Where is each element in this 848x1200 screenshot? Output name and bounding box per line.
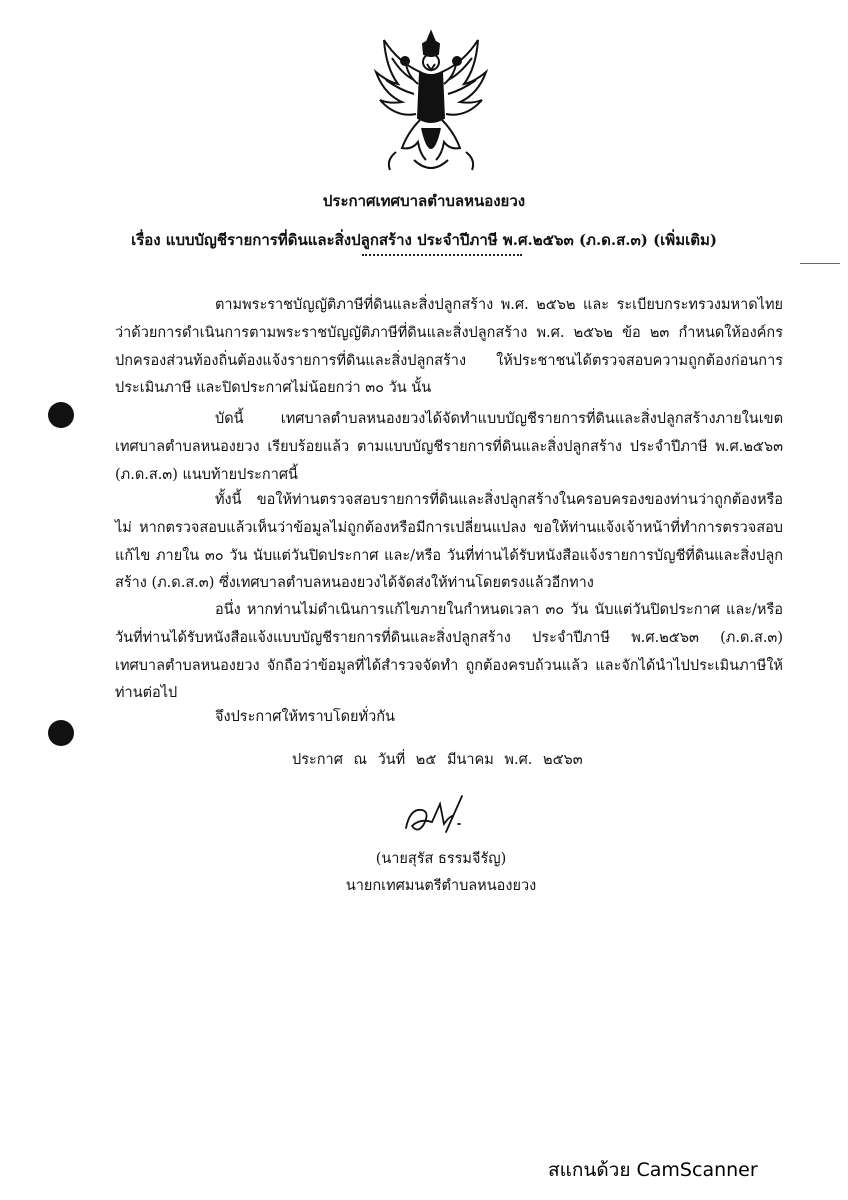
announcement-subject: เรื่อง แบบบัญชีรายการที่ดินและสิ่งปลูกสร้าง ประจำปีภาษี พ.ศ.๒๕๖๓ (ภ.ด.ส.๓) (เพิ่มเติม) xyxy=(131,231,717,249)
announcement-title: ประกาศเทศบาลตำบลหนองยวง xyxy=(322,192,526,210)
camscanner-watermark: สแกนด้วย CamScanner xyxy=(548,1159,758,1181)
closing-statement: จึงประกาศให้ทราบโดยทั่วกัน xyxy=(215,709,395,725)
body-paragraph-3: ทั้งนี้ ขอให้ท่านตรวจสอบรายการที่ดินและสิ่งปลูกสร้างในครอบครองของท่านว่าถูกต้องหรือไม่ หากตรวจสอบแล้วเห็นว่าข้อมูลไม่ถูกต้องหรือมีการเปลี่ยนแปลง ขอให้ท่านแจ้งเจ้าหน้าที่ทำการตรวจสอบแก้ไข ภายใน ๓๐ วัน นับแต่วันปิดประกาศ และ/หรือ วันที่ท่านได้รับหนังสือแจ้งรายการบัญชีที่ดินและสิ่งปลูกสร้าง (ภ.ด.ส.๓) ซึ่งเทศบาลตำบลหนองยวงได้จัดส่งให้ท่านโดยตรงแล้วอีกทาง xyxy=(115,492,783,592)
announcement-date: ประกาศ ณ วันที่ ๒๕ มีนาคม พ.ศ. ๒๕๖๓ xyxy=(292,752,583,768)
garuda-emblem-icon xyxy=(368,28,494,178)
signature-mark xyxy=(400,788,478,838)
body-paragraph-1: ตามพระราชบัญญัติภาษีที่ดินและสิ่งปลูกสร้าง พ.ศ. ๒๕๖๒ และ ระเบียบกระทรวงมหาดไทยว่าด้วยการดำเนินการตามพระราชบัญญัติภาษีที่ดินและสิ่งปลูกสร้าง พ.ศ. ๒๕๖๒ ข้อ ๒๓ กำหนดให้องค์กรปกครองส่วนท้องถิ่นต้องแจ้งรายการที่ดินและสิ่งปลูกสร้าง ให้ประชาชนได้ตรวจสอบความถูกต้องก่อนการประเมินภาษี และปิดประกาศไม่น้อยกว่า ๓๐ วัน นั้น xyxy=(115,297,783,397)
scan-edge-mark xyxy=(800,263,840,264)
signer-position: นายกเทศมนตรีตำบลหนองยวง xyxy=(345,878,537,894)
body-paragraph-2: บัดนี้ เทศบาลตำบลหนองยวงได้จัดทำแบบบัญชีรายการที่ดินและสิ่งปลูกสร้างภายในเขตเทศบาลตำบลหนองยวง เรียบร้อยแล้ว ตามแบบบัญชีรายการที่ดินและสิ่งปลูกสร้าง ประจำปีภาษี พ.ศ.๒๕๖๓ (ภ.ด.ส.๓) แนบท้ายประกาศนี้ xyxy=(115,411,783,483)
punch-hole-top xyxy=(48,402,74,428)
dotted-divider xyxy=(362,254,522,256)
signer-name: (นายสุรัส ธรรมจีรัญ) xyxy=(375,851,507,867)
body-paragraph-4: อนึ่ง หากท่านไม่ดำเนินการแก้ไขภายในกำหนดเวลา ๓๐ วัน นับแต่วันปิดประกาศ และ/หรือ วันที่ท่านได้รับหนังสือแจ้งแบบบัญชีรายการที่ดินและสิ่งปลูกสร้าง ประจำปีภาษี พ.ศ.๒๕๖๓ (ภ.ด.ส.๓) เทศบาลตำบลหนองยวง จักถือว่าข้อมูลที่ได้สำรวจจัดทำ ถูกต้องครบถ้วนแล้ว และจักได้นำไปประเมินภาษีให้ท่านต่อไป xyxy=(115,602,783,702)
punch-hole-bottom xyxy=(48,720,74,746)
